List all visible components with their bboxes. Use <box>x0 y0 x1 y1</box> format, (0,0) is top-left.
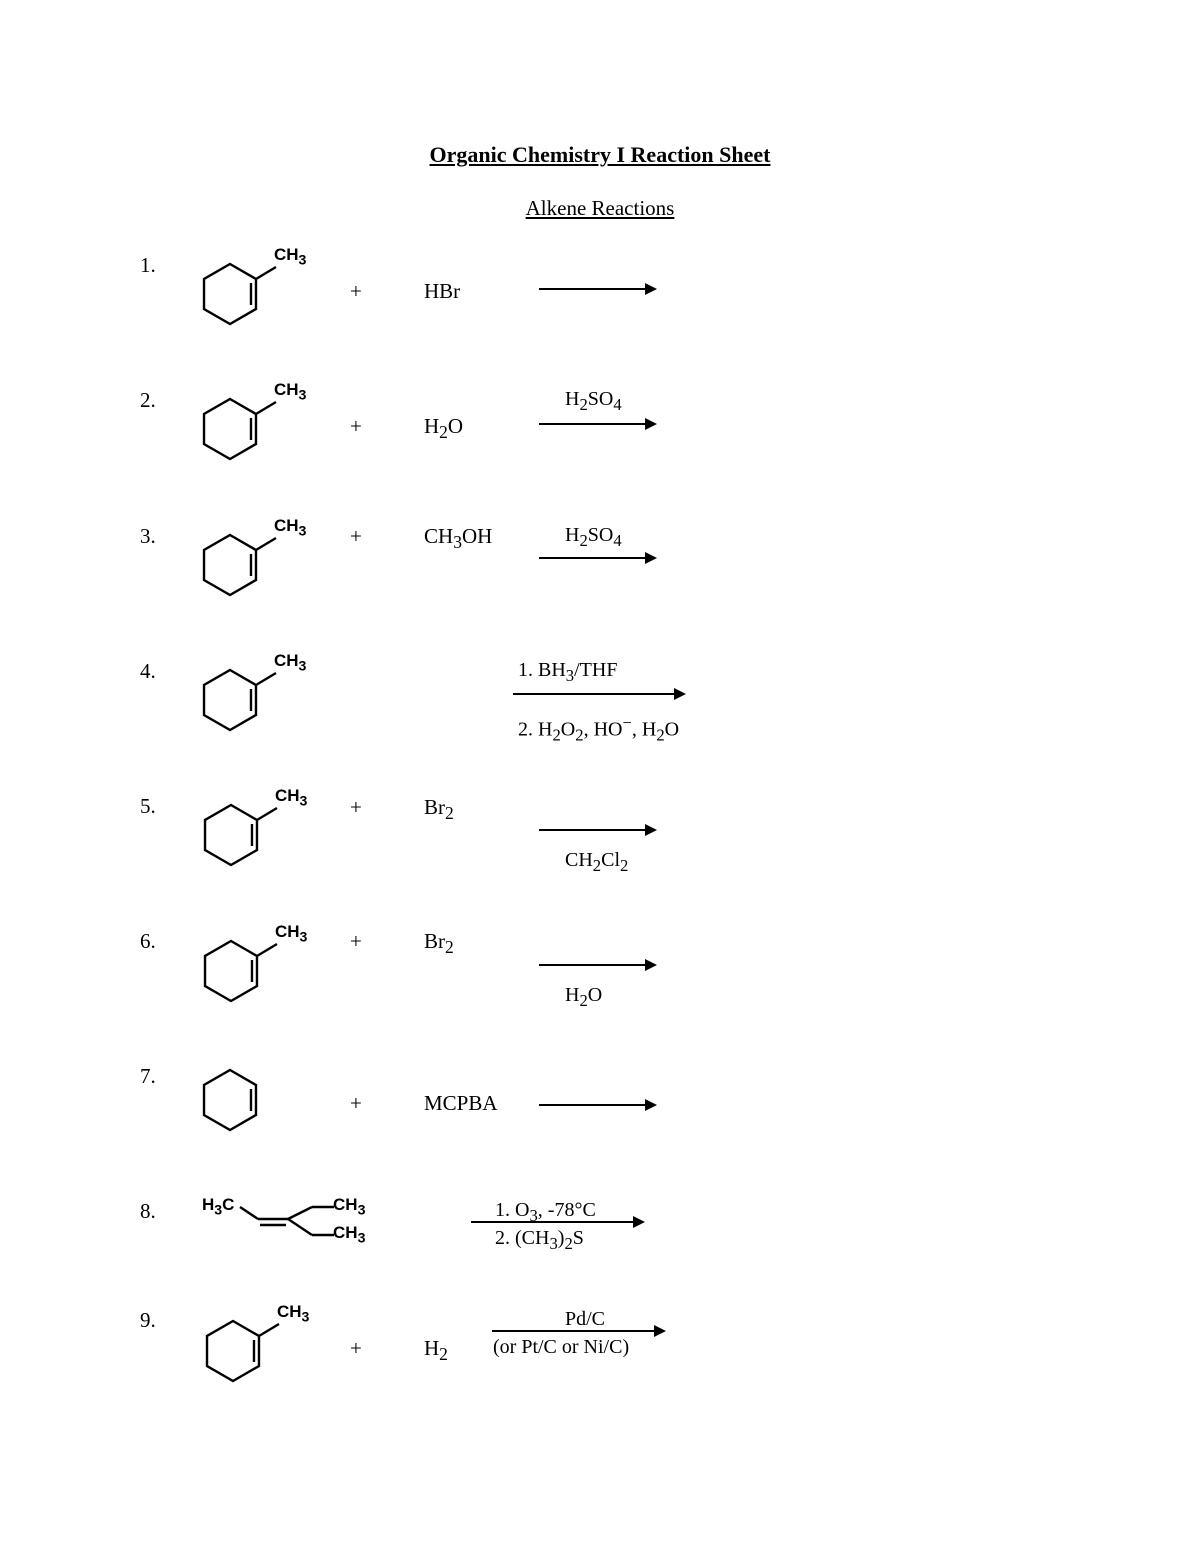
reaction-number-5: 5. <box>140 794 156 818</box>
plus-sign-6: + <box>350 929 362 953</box>
plus-sign-5: + <box>350 795 362 819</box>
methylcyclohexene-structure-1 <box>190 244 350 354</box>
reaction-number-4: 4. <box>140 659 156 683</box>
reaction-number-1: 1. <box>140 253 156 277</box>
conditions-below-4: 2. $H_2O_2$, HO−, $H_2O$ <box>518 713 680 745</box>
reagent-9: $H_2$ <box>424 1336 448 1365</box>
methylcyclohexene-structure-9 <box>193 1301 353 1411</box>
conditions-below-8: 2. $(CH_3)_2S$ <box>495 1227 584 1253</box>
methyl-label: $CH_3$ <box>273 651 307 675</box>
conditions-above-3: $H_2SO_4$ <box>565 524 622 550</box>
reaction-number-6: 6. <box>140 929 156 953</box>
methyl-label: $CH_3$ <box>273 380 307 404</box>
methyl-label: $CH_3$ <box>274 786 308 810</box>
plus-sign-3: + <box>350 524 362 548</box>
plus-sign-2: + <box>350 414 362 438</box>
reagent-7: MCPBA <box>424 1091 498 1115</box>
conditions-above-2: $H_2SO_4$ <box>565 388 622 414</box>
reaction-number-9: 9. <box>140 1308 156 1332</box>
conditions-below-5: $CH_2Cl_2$ <box>565 849 629 875</box>
reaction-number-8: 8. <box>140 1199 156 1223</box>
methylcyclohexene-structure-5 <box>191 785 351 895</box>
methyl-label: $CH_3$ <box>274 922 308 946</box>
reagent-1: HBr <box>424 279 461 303</box>
reaction-number-2: 2. <box>140 388 156 412</box>
methyl-label-bottom: $CH_3$ <box>333 1223 366 1247</box>
reagent-6: $Br_2$ <box>424 929 454 958</box>
conditions-above-9: Pd/C <box>565 1308 606 1330</box>
reaction-arrow-7 <box>539 1098 661 1112</box>
plus-sign-7: + <box>350 1091 362 1115</box>
methyl-label-left: $H_3C$ <box>202 1195 235 1219</box>
page-title: Organic Chemistry I Reaction Sheet <box>429 142 771 167</box>
reagent-2: $H_2O$ <box>424 414 464 443</box>
reaction-arrow-6 <box>539 958 661 972</box>
methylcyclohexene-structure-6 <box>191 921 351 1031</box>
reagent-3: $CH_3OH$ <box>424 524 493 553</box>
methyl-label-top: $CH_3$ <box>333 1195 366 1219</box>
methyl-label: $CH_3$ <box>273 245 307 269</box>
plus-sign-9: + <box>350 1336 362 1360</box>
reaction-arrow-4 <box>513 687 690 701</box>
conditions-below-6: $H_2O$ <box>565 984 603 1010</box>
conditions-below-9: (or Pt/C or Ni/C) <box>493 1336 630 1358</box>
plus-sign-1: + <box>350 279 362 303</box>
reagent-5: $Br_2$ <box>424 795 454 824</box>
methylcyclohexene-structure-7 <box>190 1050 350 1160</box>
methyl-label: $CH_3$ <box>276 1302 310 1326</box>
conditions-above-4: 1. $BH_3$/THF <box>518 659 618 685</box>
reaction-arrow-5 <box>539 823 661 837</box>
page-subtitle: Alkene Reactions <box>525 196 675 220</box>
reaction-arrow-1 <box>539 282 661 296</box>
conditions-above-8: 1. $O_3$, -78°C <box>495 1199 596 1225</box>
reaction-number-7: 7. <box>140 1064 156 1088</box>
reaction-arrow-3 <box>539 551 661 565</box>
reaction-number-3: 3. <box>140 524 156 548</box>
reaction-arrow-2 <box>539 417 661 431</box>
methylcyclohexene-structure-4 <box>190 650 350 760</box>
methylcyclohexene-structure-2 <box>190 379 350 489</box>
methyl-label: $CH_3$ <box>273 516 307 540</box>
trisubstituted-alkene-structure-8 <box>200 1195 400 1255</box>
methylcyclohexene-structure-3 <box>190 515 350 625</box>
